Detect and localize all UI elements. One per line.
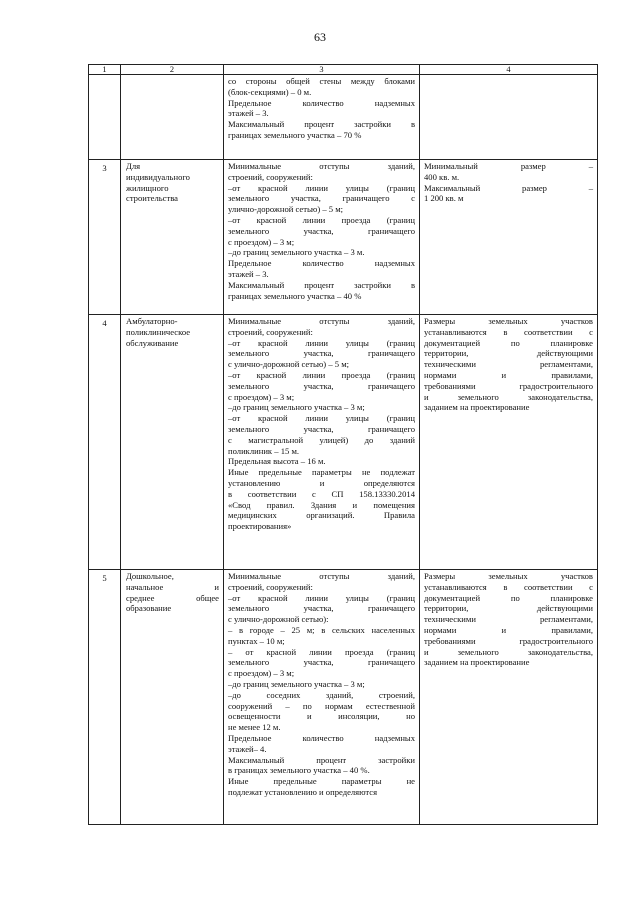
column-header: 3 xyxy=(224,65,420,75)
text-line: Максимальный процент застройки xyxy=(228,754,415,765)
row-number-cell: 3 xyxy=(89,160,121,315)
text-line: –от красной линии улицы (границ xyxy=(228,413,415,424)
text-line: и земельного законодательства, xyxy=(424,391,593,402)
text-line: с проездом) – 3 м; xyxy=(228,668,295,679)
text-line: Максимальный процент застройки в xyxy=(228,119,415,130)
land-use-type-cell xyxy=(121,570,224,825)
text-line: установлению и определяются xyxy=(228,477,415,488)
text-line: 400 кв. м. xyxy=(424,171,460,182)
text-line: не менее 12 м. xyxy=(228,722,281,733)
text-line: индивидуального xyxy=(126,171,190,182)
plot-size-cell xyxy=(420,315,598,570)
table-row xyxy=(89,75,598,160)
text-line: требованиями градостроительного xyxy=(424,635,593,646)
plot-size-cell xyxy=(420,160,598,315)
zoning-parameters-table xyxy=(88,64,598,825)
text-line: –от красной линии улицы (границ xyxy=(228,592,415,603)
text-line: и земельного законодательства, xyxy=(424,646,593,657)
parameters-cell xyxy=(224,315,420,570)
text-line: –от красной линии проезда (границ xyxy=(228,214,415,225)
text-line: этажей – 3. xyxy=(228,268,269,279)
text-line: –до границ земельного участка – 3 м; xyxy=(228,678,365,689)
text-line: Предельное количество надземных xyxy=(228,97,415,108)
text-line: Минимальные отступы зданий, xyxy=(228,316,415,326)
text-line: (блок-секциями) – 0 м. xyxy=(228,86,312,97)
text-line: обслуживание xyxy=(126,337,179,348)
text-line: заданием на проектирование xyxy=(424,402,530,413)
text-line: – от красной линии проезда (границ xyxy=(228,646,415,657)
text-line: Размеры земельных участков xyxy=(424,571,593,581)
text-line: Размеры земельных участков xyxy=(424,316,593,326)
text-line: устанавливаются в соответствии с xyxy=(424,581,593,592)
text-line: жилищного xyxy=(126,182,169,193)
table-header-row xyxy=(89,65,598,75)
text-line: начальное и xyxy=(126,581,219,592)
land-use-type-cell xyxy=(121,75,224,160)
text-line: сооружений – по нормам естественной xyxy=(228,700,415,711)
land-use-type-cell xyxy=(121,315,224,570)
text-line: земельного участка, граничащего с xyxy=(228,193,415,204)
text-line: этажей – 3. xyxy=(228,108,269,119)
text-line: нормами и правилами, xyxy=(424,624,593,635)
text-line: –до границ земельного участка – 3 м. xyxy=(228,247,365,258)
text-line: –от красной линии улицы (границ xyxy=(228,182,415,193)
text-line: документацией по планировке xyxy=(424,337,593,348)
text-line: подлежат установлению и определяются xyxy=(228,786,378,797)
text-line: проектирования» xyxy=(228,521,292,532)
text-line: образование xyxy=(126,603,172,614)
text-line: территории, действующими xyxy=(424,603,593,614)
text-line: строений, сооружений: xyxy=(228,171,313,182)
text-line: с проездом) – 3 м; xyxy=(228,236,295,247)
text-line: – в городе – 25 м; в сельских населенных xyxy=(228,624,415,635)
text-line: строений, сооружений: xyxy=(228,326,313,337)
text-line: поликлиническое xyxy=(126,326,191,337)
text-line: техническими регламентами, xyxy=(424,614,593,625)
page-number: 63 xyxy=(314,30,326,44)
text-line: с магистральной улицей) до зданий xyxy=(228,434,415,445)
parameters-cell xyxy=(224,160,420,315)
text-line: –от красной линии улицы (границ xyxy=(228,337,415,348)
text-line: поликлиник – 15 м. xyxy=(228,445,300,456)
text-line: в границах земельного участка – 40 %. xyxy=(228,765,370,776)
text-line: среднее общее xyxy=(126,592,219,603)
text-line: –до соседних зданий, строений, xyxy=(228,689,415,700)
text-line: в соответствии с СП 158.13330.2014 xyxy=(228,488,415,499)
text-line: Предельная высота – 16 м. xyxy=(228,456,326,467)
text-line: нормами и правилами, xyxy=(424,369,593,380)
text-line: земельного участка, граничащего xyxy=(228,657,415,668)
text-line: улично-дорожной сетью) – 5 м; xyxy=(228,204,344,215)
text-line: Дошкольное, xyxy=(126,571,174,581)
text-line: Максимальный процент застройки в xyxy=(228,279,415,290)
text-line: Минимальные отступы зданий, xyxy=(228,571,415,581)
text-line: Амбулаторно- xyxy=(126,316,178,326)
column-header: 1 xyxy=(89,65,121,75)
text-line: земельного участка, граничащего xyxy=(228,380,415,391)
parameters-cell xyxy=(224,570,420,825)
table-row xyxy=(89,315,598,570)
text-line: Иные предельные параметры не xyxy=(228,776,415,787)
text-line: техническими регламентами, xyxy=(424,359,593,370)
text-line: с проездом) – 3 м; xyxy=(228,391,295,402)
text-line: Минимальные отступы зданий, xyxy=(228,161,415,171)
parameters-cell xyxy=(224,75,420,160)
text-line: этажей– 4. xyxy=(228,743,267,754)
text-line: с улично-дорожной сетью) – 5 м; xyxy=(228,359,350,370)
column-header: 4 xyxy=(420,65,598,75)
row-number-cell: 5 xyxy=(89,570,121,825)
table-row xyxy=(89,570,598,825)
plot-size-cell xyxy=(420,570,598,825)
text-line: –от красной линии проезда (границ xyxy=(228,369,415,380)
text-line: земельного участка, граничащего xyxy=(228,423,415,434)
text-line: границах земельного участка – 70 % xyxy=(228,129,362,140)
text-line: освещенности и инсоляции, но xyxy=(228,711,415,722)
text-line: Для xyxy=(126,161,141,171)
text-line: устанавливаются в соответствии с xyxy=(424,326,593,337)
text-line: требованиями градостроительного xyxy=(424,380,593,391)
text-line: границах земельного участка – 40 % xyxy=(228,290,362,301)
text-line: строительства xyxy=(126,193,178,204)
text-line: заданием на проектирование xyxy=(424,657,530,668)
text-line: Предельное количество надземных xyxy=(228,732,415,743)
row-number-cell: 4 xyxy=(89,315,121,570)
table-row xyxy=(89,160,598,315)
land-use-type-cell xyxy=(121,160,224,315)
text-line: Иные предельные параметры не подлежат xyxy=(228,467,415,478)
text-line: –до границ земельного участка – 3 м; xyxy=(228,402,365,413)
text-line: с улично-дорожной сетью): xyxy=(228,614,329,625)
text-line: Минимальный размер – xyxy=(424,161,593,171)
text-line: документацией по планировке xyxy=(424,592,593,603)
text-line: земельного участка, граничащего xyxy=(228,348,415,359)
text-line: земельного участка, граничащего xyxy=(228,603,415,614)
text-line: Максимальный размер – xyxy=(424,182,593,193)
text-line: земельного участка, граничащего xyxy=(228,225,415,236)
row-number-cell xyxy=(89,75,121,160)
text-line: территории, действующими xyxy=(424,348,593,359)
column-header: 2 xyxy=(121,65,224,75)
text-line: медицинских организаций. Правила xyxy=(228,510,415,521)
text-line: Предельное количество надземных xyxy=(228,258,415,269)
text-line: 1 200 кв. м xyxy=(424,193,464,204)
text-line: строений, сооружений: xyxy=(228,581,313,592)
text-line: пунктах – 10 м; xyxy=(228,635,285,646)
text-line: «Свод правил. Здания и помещения xyxy=(228,499,415,510)
plot-size-cell xyxy=(420,75,598,160)
text-line: со стороны общей стены между блоками xyxy=(228,76,415,86)
